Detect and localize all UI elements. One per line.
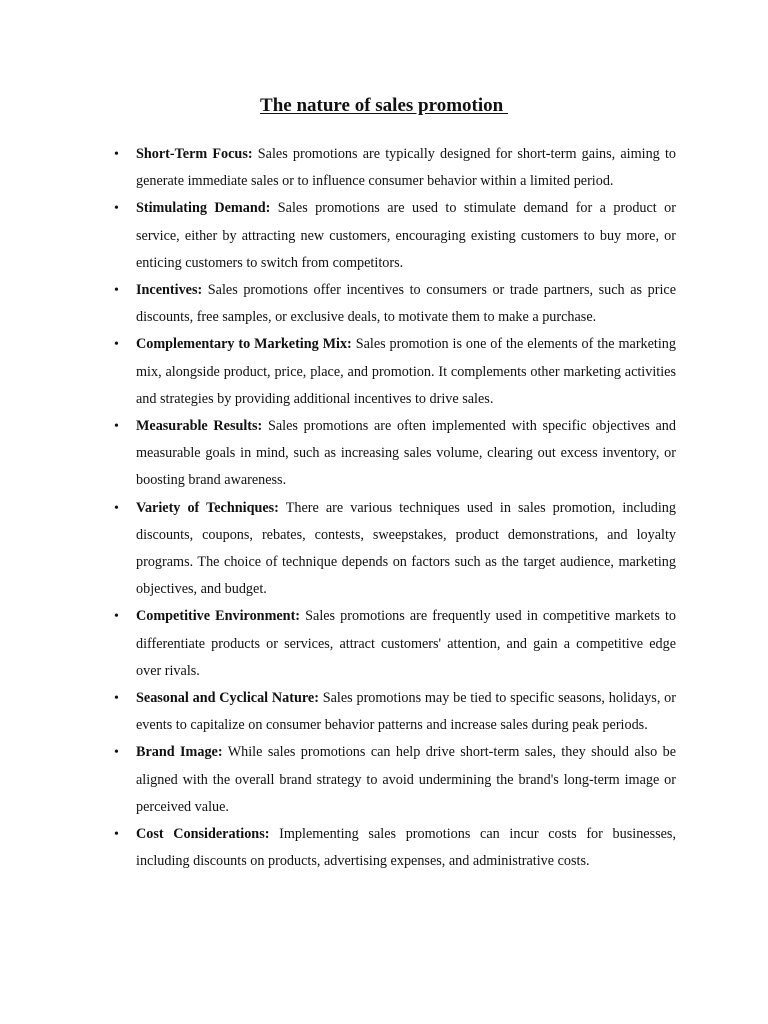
- list-item-complementary-to-marketing-mix: [0, 331, 768, 413]
- list-item-cost-considerations: [0, 821, 768, 875]
- item-term: Measurable Results:: [136, 418, 263, 435]
- list-item-variety-of-techniques: [0, 495, 768, 604]
- bullet-icon: •: [114, 201, 119, 217]
- bullet-icon: •: [114, 500, 119, 516]
- list-item-brand-image: [0, 739, 768, 821]
- document-title: [0, 94, 768, 118]
- item-term: Competitive Environment:: [136, 608, 301, 625]
- bullet-icon: •: [114, 827, 119, 843]
- list-item-measurable-results: [0, 413, 768, 495]
- list-item-seasonal-and-cyclical-nature: [0, 685, 768, 739]
- item-term: Seasonal and Cyclical Nature:: [136, 690, 319, 707]
- item-term: Stimulating Demand:: [136, 200, 271, 217]
- list-item-stimulating-demand: [0, 195, 768, 277]
- item-text: Sales promotions are often implemented with specific objectives and measurable goals in mind, such as increasing sales volume, clearing out excess inventory, or boosting brand awareness.: [136, 418, 676, 489]
- bullet-icon: •: [114, 609, 119, 625]
- bullet-icon: •: [114, 147, 119, 162]
- list-item-competitive-environment: [0, 603, 768, 685]
- list-item-short-term-focus: [0, 141, 768, 195]
- bullet-icon: •: [114, 283, 119, 299]
- item-text: Sales promotions offer incentives to consumers or trade partners, such as price discounts, free samples, or exclusive deals, to motivate them to make a purchase.: [136, 282, 676, 326]
- item-term: Short-Term Focus:: [136, 146, 253, 162]
- item-term: Complementary to Marketing Mix:: [136, 336, 352, 353]
- item-text: Sales promotions are typically designed for short-term gains, aiming to generate immediate sales or to influence consumer behavior within a limited period.: [136, 146, 676, 190]
- item-text: Implementing sales promotions can incur costs for businesses, including discounts on products, advertising expenses, and administrative costs.: [136, 826, 677, 870]
- item-text: Sales promotions are frequently used in competitive markets to differentiate products or services, attract customers' attention, and gain a competitive edge over rivals.: [136, 608, 677, 679]
- bullet-list: [0, 141, 768, 875]
- bullet-icon: •: [114, 337, 119, 353]
- item-text: While sales promotions can help drive short-term sales, they should also be aligned with the overall brand strategy to avoid undermining the brand's long-term image or perceived value.: [136, 744, 677, 815]
- item-term: Brand Image:: [136, 744, 223, 761]
- item-text: Sales promotions are used to stimulate demand for a product or service, either by attracting new customers, encouraging existing customers to buy more, or enticing customers to switch from competitors.: [136, 200, 676, 271]
- item-term: Variety of Techniques:: [136, 499, 279, 516]
- bullet-icon: •: [114, 419, 119, 435]
- bullet-icon: •: [114, 691, 119, 707]
- document-title-text: The nature of sales promotion: [260, 95, 508, 116]
- item-term: Incentives:: [136, 282, 203, 299]
- item-text: There are various techniques used in sales promotion, including discounts, coupons, rebates, contests, sweepstakes, product demonstrations, and loyalty programs. The choice of technique depends on factors such as the target audience, marketing objectives, and budget.: [136, 499, 676, 598]
- bullet-icon: •: [114, 745, 119, 761]
- item-text: Sales promotions may be tied to specific seasons, holidays, or events to capitalize on consumer behavior patterns and increase sales during peak periods.: [136, 690, 676, 734]
- list-item-incentives: [0, 277, 768, 331]
- item-text: Sales promotion is one of the elements of the marketing mix, alongside product, price, place, and promotion. It complements other marketing activities and strategies by providing additional incentives to drive sales.: [136, 336, 676, 407]
- item-term: Cost Considerations:: [136, 826, 270, 843]
